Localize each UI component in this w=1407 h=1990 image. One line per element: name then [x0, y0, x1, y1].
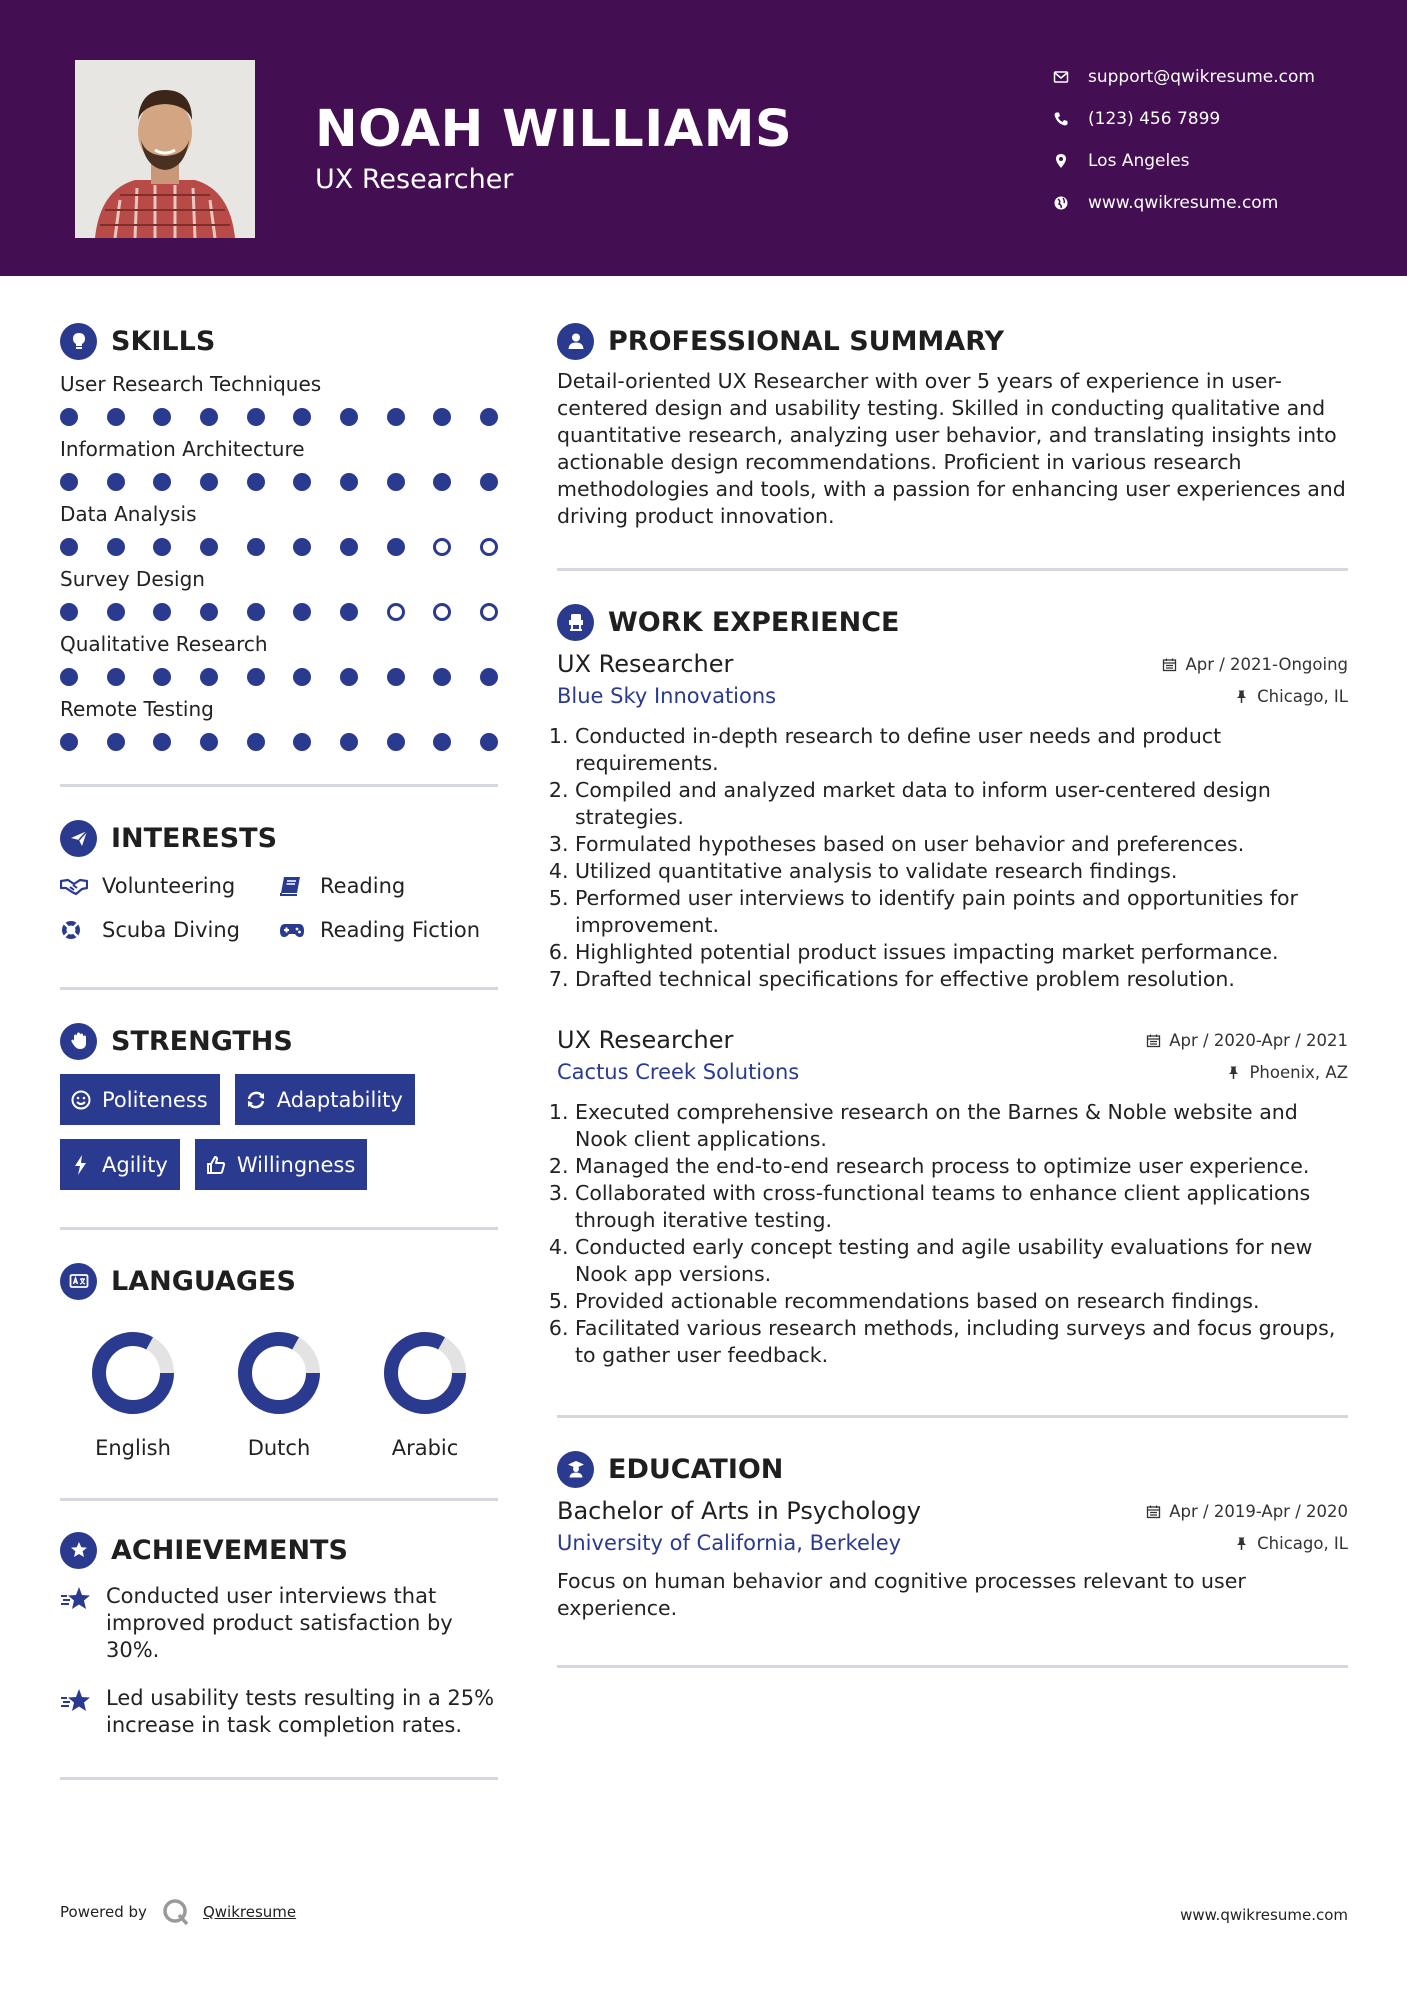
candidate-name: NOAH WILLIAMS	[315, 100, 793, 159]
rating-dot-filled	[247, 408, 265, 426]
education-heading	[557, 1446, 1348, 1492]
smile-icon	[70, 1089, 92, 1111]
rating-dot-filled	[107, 668, 125, 686]
contact-email[interactable]	[1052, 56, 1315, 98]
strength-chip	[235, 1074, 415, 1125]
job-entry	[557, 1023, 1348, 1369]
bolt-icon	[70, 1154, 92, 1176]
language-item	[352, 1328, 498, 1460]
resume-header	[0, 0, 1407, 276]
skill-rating	[60, 602, 498, 622]
duty-item: 3. Collaborated with cross-functional teams to enhance client applications through iterative testing.	[575, 1180, 1348, 1234]
envelope-icon	[1052, 68, 1070, 86]
job-title: UX Researcher	[557, 1026, 734, 1054]
strength-chip	[60, 1139, 180, 1190]
rating-dot-filled	[60, 408, 78, 426]
skill-rating	[60, 732, 498, 752]
graduate-icon	[557, 1451, 594, 1488]
rating-dot-filled	[387, 733, 405, 751]
candidate-title: UX Researcher	[315, 164, 514, 195]
rating-dot-filled	[293, 603, 311, 621]
interest-item	[60, 871, 278, 901]
strength-chip	[195, 1139, 367, 1190]
strength-label: Willingness	[236, 1152, 356, 1177]
rating-dot-filled	[200, 473, 218, 491]
skill-name: Remote Testing	[60, 697, 214, 721]
rating-dot-filled	[200, 733, 218, 751]
strength-label: Adaptability	[276, 1087, 403, 1112]
job-location-text: Chicago, IL	[1257, 686, 1348, 706]
contact-email-text: support@qwikresume.com	[1088, 67, 1315, 87]
skill-rating	[60, 537, 498, 557]
duty-item: 6. Highlighted potential product issues impacting market performance.	[575, 939, 1348, 966]
section-divider	[557, 1665, 1348, 1668]
skills-heading	[60, 318, 498, 364]
rating-dot-empty	[433, 603, 451, 621]
language-item	[206, 1328, 352, 1460]
rating-dot-filled	[387, 408, 405, 426]
language-item	[60, 1328, 206, 1460]
book-icon	[278, 874, 308, 898]
duty-item: 3. Formulated hypotheses based on user behavior and preferences.	[575, 831, 1348, 858]
rating-dot-filled	[107, 733, 125, 751]
rating-dot-filled	[340, 603, 358, 621]
job-head	[557, 1023, 1348, 1057]
rating-dot-filled	[107, 603, 125, 621]
interest-label: Reading Fiction	[320, 918, 481, 942]
strengths-list	[60, 1074, 498, 1190]
hand-icon	[60, 1023, 97, 1060]
refresh-icon	[245, 1089, 267, 1111]
duty-item: 4. Utilized quantitative analysis to validate research findings.	[575, 858, 1348, 885]
rating-dot-filled	[200, 603, 218, 621]
languages-section	[60, 1258, 498, 1460]
powered-by-text: Powered by	[60, 1903, 147, 1921]
rating-dot-filled	[480, 668, 498, 686]
language-donut	[234, 1328, 324, 1418]
duty-item: 7. Drafted technical specifications for effective problem resolution.	[575, 966, 1348, 993]
rating-dot-filled	[293, 668, 311, 686]
duty-item: 1. Conducted in-depth research to define user needs and product requirements.	[575, 723, 1348, 777]
interest-label: Reading	[320, 874, 406, 898]
rating-dot-empty	[387, 603, 405, 621]
duty-item: 6. Facilitated various research methods, including surveys and focus groups, to gather user feedback.	[575, 1315, 1348, 1369]
education-title: EDUCATION	[608, 1453, 784, 1485]
rating-dot-filled	[153, 408, 171, 426]
duty-item: 2. Compiled and analyzed market data to inform user-centered design strategies.	[575, 777, 1348, 831]
education-description: Focus on human behavior and cognitive processes relevant to user experience.	[557, 1569, 1246, 1620]
job-location	[1226, 1063, 1348, 1082]
rating-dot-empty	[480, 538, 498, 556]
footer-powered-by	[60, 1897, 296, 1927]
job-title: UX Researcher	[557, 650, 734, 678]
jobs-list	[557, 647, 1348, 1369]
education-sub	[557, 1528, 1348, 1558]
skill-rating	[60, 407, 498, 427]
rating-dot-filled	[107, 538, 125, 556]
gamepad-icon	[278, 918, 308, 942]
achievements-title: ACHIEVEMENTS	[111, 1534, 348, 1566]
language-name: Dutch	[247, 1436, 311, 1460]
experience-title: WORK EXPERIENCE	[608, 606, 900, 638]
language-name: Arabic	[391, 1436, 459, 1460]
rating-dot-filled	[433, 473, 451, 491]
qwikresume-logo-icon	[161, 1897, 191, 1927]
section-divider	[557, 1415, 1348, 1418]
achievement-text: Conducted user interviews that improved product satisfaction by 30%.	[106, 1584, 453, 1662]
school-name: University of California, Berkeley	[557, 1531, 902, 1555]
rating-dot-filled	[480, 733, 498, 751]
education-dates	[1146, 1502, 1348, 1521]
rating-dot-empty	[433, 538, 451, 556]
rating-dot-filled	[340, 473, 358, 491]
education-head	[557, 1494, 1348, 1528]
company-name: Cactus Creek Solutions	[557, 1060, 800, 1084]
achievement-item	[60, 1685, 498, 1739]
rating-dot-filled	[247, 538, 265, 556]
duty-item: 5. Performed user interviews to identify pain points and opportunities for improvement.	[575, 885, 1348, 939]
experience-section	[557, 599, 1348, 1369]
rating-dot-filled	[60, 668, 78, 686]
contact-location	[1052, 140, 1315, 182]
rating-dot-empty	[480, 603, 498, 621]
left-column	[60, 318, 498, 1780]
pin-icon	[1226, 1065, 1241, 1080]
rating-dot-filled	[340, 408, 358, 426]
language-icon	[60, 1263, 97, 1300]
job-sub	[557, 681, 1348, 711]
languages-list	[60, 1328, 498, 1460]
job-sub	[557, 1057, 1348, 1087]
degree-title: Bachelor of Arts in Psychology	[557, 1497, 921, 1525]
handshake-icon	[60, 874, 90, 898]
rating-dot-filled	[247, 668, 265, 686]
rating-dot-filled	[60, 473, 78, 491]
duty-item: 1. Executed comprehensive research on the Barnes & Noble website and Nook client applications.	[575, 1099, 1348, 1153]
education-location-text: Chicago, IL	[1257, 1533, 1348, 1553]
achievements-heading	[60, 1527, 498, 1573]
job-dates	[1146, 1031, 1348, 1050]
skills-list	[60, 372, 498, 752]
rating-dot-filled	[107, 473, 125, 491]
job-head	[557, 647, 1348, 681]
section-divider	[557, 568, 1348, 571]
contact-website-text: www.qwikresume.com	[1088, 193, 1279, 213]
interest-label: Volunteering	[102, 874, 236, 898]
duty-list	[557, 1099, 1348, 1369]
skill-name: Qualitative Research	[60, 632, 268, 656]
languages-title: LANGUAGES	[111, 1265, 296, 1297]
rating-dot-filled	[200, 538, 218, 556]
strengths-title: STRENGTHS	[111, 1025, 293, 1057]
language-name: English	[95, 1436, 171, 1460]
rating-dot-filled	[60, 603, 78, 621]
pin-icon	[1234, 689, 1249, 704]
achievement-text: Led usability tests resulting in a 25% increase in task completion rates.	[106, 1686, 495, 1737]
map-marker-icon	[1052, 152, 1070, 170]
education-location	[1234, 1534, 1348, 1553]
briefcase-icon	[557, 604, 594, 641]
star-badge-icon	[60, 1532, 97, 1569]
experience-heading	[557, 599, 1348, 645]
strength-chip	[60, 1074, 220, 1125]
rating-dot-filled	[293, 408, 311, 426]
interest-item	[60, 915, 278, 945]
job-location-text: Phoenix, AZ	[1249, 1062, 1348, 1082]
brand-link[interactable]: Qwikresume	[202, 1903, 297, 1921]
summary-title: PROFESSIONAL SUMMARY	[608, 325, 1005, 357]
life-ring-icon	[60, 918, 90, 942]
rating-dot-filled	[153, 733, 171, 751]
skill-name: Information Architecture	[60, 437, 305, 461]
paper-plane-icon	[60, 820, 97, 857]
rating-dot-filled	[340, 668, 358, 686]
summary-text: Detail-oriented UX Researcher with over 5 years of experience in user-centered design and usability testing. Skilled in conducting qualitative and quantitative research, analyzing user behavior, and translating insights into actionable design recommendations. Proficient in various research methodologies and tools, with a passion for enhancing user experiences and driving product innovation.	[557, 369, 1346, 528]
contact-website[interactable]	[1052, 182, 1315, 224]
rating-dot-filled	[153, 603, 171, 621]
rating-dot-filled	[107, 408, 125, 426]
rating-dot-filled	[387, 668, 405, 686]
star-icon	[60, 1685, 94, 1739]
rating-dot-filled	[480, 473, 498, 491]
section-divider	[60, 987, 498, 990]
phone-icon	[1052, 110, 1070, 128]
job-dates-text: Apr / 2021-Ongoing	[1185, 654, 1348, 674]
section-divider	[60, 1498, 498, 1501]
lightbulb-icon	[60, 323, 97, 360]
skill-name: Data Analysis	[60, 502, 197, 526]
section-divider	[60, 1227, 498, 1230]
calendar-icon	[1146, 1033, 1161, 1048]
achievements-section	[60, 1527, 498, 1739]
skills-section	[60, 318, 498, 752]
strengths-section	[60, 1018, 498, 1190]
globe-icon	[1052, 194, 1070, 212]
duty-item: 4. Conducted early concept testing and agile usability evaluations for new Nook app versions.	[575, 1234, 1348, 1288]
interests-list	[60, 871, 498, 945]
right-column	[557, 318, 1348, 1668]
job-dates-text: Apr / 2020-Apr / 2021	[1169, 1030, 1348, 1050]
skill-name: User Research Techniques	[60, 372, 322, 396]
summary-section	[557, 318, 1348, 530]
summary-heading	[557, 318, 1348, 364]
languages-heading	[60, 1258, 498, 1304]
interests-heading	[60, 815, 498, 861]
job-dates	[1162, 655, 1348, 674]
calendar-icon	[1162, 657, 1177, 672]
strength-label: Politeness	[102, 1087, 208, 1112]
skill-name: Survey Design	[60, 567, 205, 591]
duty-item: 2. Managed the end-to-end research process to optimize user experience.	[575, 1153, 1348, 1180]
profile-photo	[75, 60, 255, 238]
calendar-icon	[1146, 1504, 1161, 1519]
interests-section	[60, 815, 498, 945]
contact-phone[interactable]	[1052, 98, 1315, 140]
rating-dot-filled	[433, 668, 451, 686]
rating-dot-filled	[387, 538, 405, 556]
rating-dot-filled	[387, 473, 405, 491]
rating-dot-filled	[153, 538, 171, 556]
section-divider	[60, 784, 498, 787]
star-icon	[60, 1583, 94, 1664]
rating-dot-filled	[153, 473, 171, 491]
rating-dot-filled	[247, 473, 265, 491]
pin-icon	[1234, 1536, 1249, 1551]
thumbs-up-icon	[205, 1154, 227, 1176]
rating-dot-filled	[247, 603, 265, 621]
rating-dot-filled	[480, 408, 498, 426]
interest-label: Scuba Diving	[102, 918, 240, 942]
interest-item	[278, 871, 498, 901]
education-section	[557, 1446, 1348, 1622]
rating-dot-filled	[433, 408, 451, 426]
rating-dot-filled	[340, 538, 358, 556]
rating-dot-filled	[200, 668, 218, 686]
skill-rating	[60, 667, 498, 687]
rating-dot-filled	[293, 733, 311, 751]
contact-location-text: Los Angeles	[1088, 151, 1190, 171]
company-name: Blue Sky Innovations	[557, 684, 777, 708]
job-entry	[557, 647, 1348, 993]
interest-item	[278, 915, 498, 945]
rating-dot-filled	[293, 538, 311, 556]
skill-rating	[60, 472, 498, 492]
language-donut	[380, 1328, 470, 1418]
rating-dot-filled	[60, 733, 78, 751]
rating-dot-filled	[153, 668, 171, 686]
rating-dot-filled	[200, 408, 218, 426]
duty-item: 5. Provided actionable recommendations based on research findings.	[575, 1288, 1348, 1315]
achievement-item	[60, 1583, 498, 1664]
rating-dot-filled	[60, 538, 78, 556]
rating-dot-filled	[340, 733, 358, 751]
contact-list	[1052, 56, 1315, 224]
rating-dot-filled	[247, 733, 265, 751]
strengths-heading	[60, 1018, 498, 1064]
interests-title: INTERESTS	[111, 822, 278, 854]
language-donut	[88, 1328, 178, 1418]
section-divider	[60, 1777, 498, 1780]
education-dates-text: Apr / 2019-Apr / 2020	[1169, 1501, 1348, 1521]
job-location	[1234, 687, 1348, 706]
user-icon	[557, 323, 594, 360]
rating-dot-filled	[293, 473, 311, 491]
footer-website[interactable]: www.qwikresume.com	[1180, 1906, 1348, 1924]
duty-list	[557, 723, 1348, 993]
contact-phone-text: (123) 456 7899	[1088, 109, 1221, 129]
skills-title: SKILLS	[111, 325, 216, 357]
rating-dot-filled	[433, 733, 451, 751]
strength-label: Agility	[102, 1152, 168, 1177]
